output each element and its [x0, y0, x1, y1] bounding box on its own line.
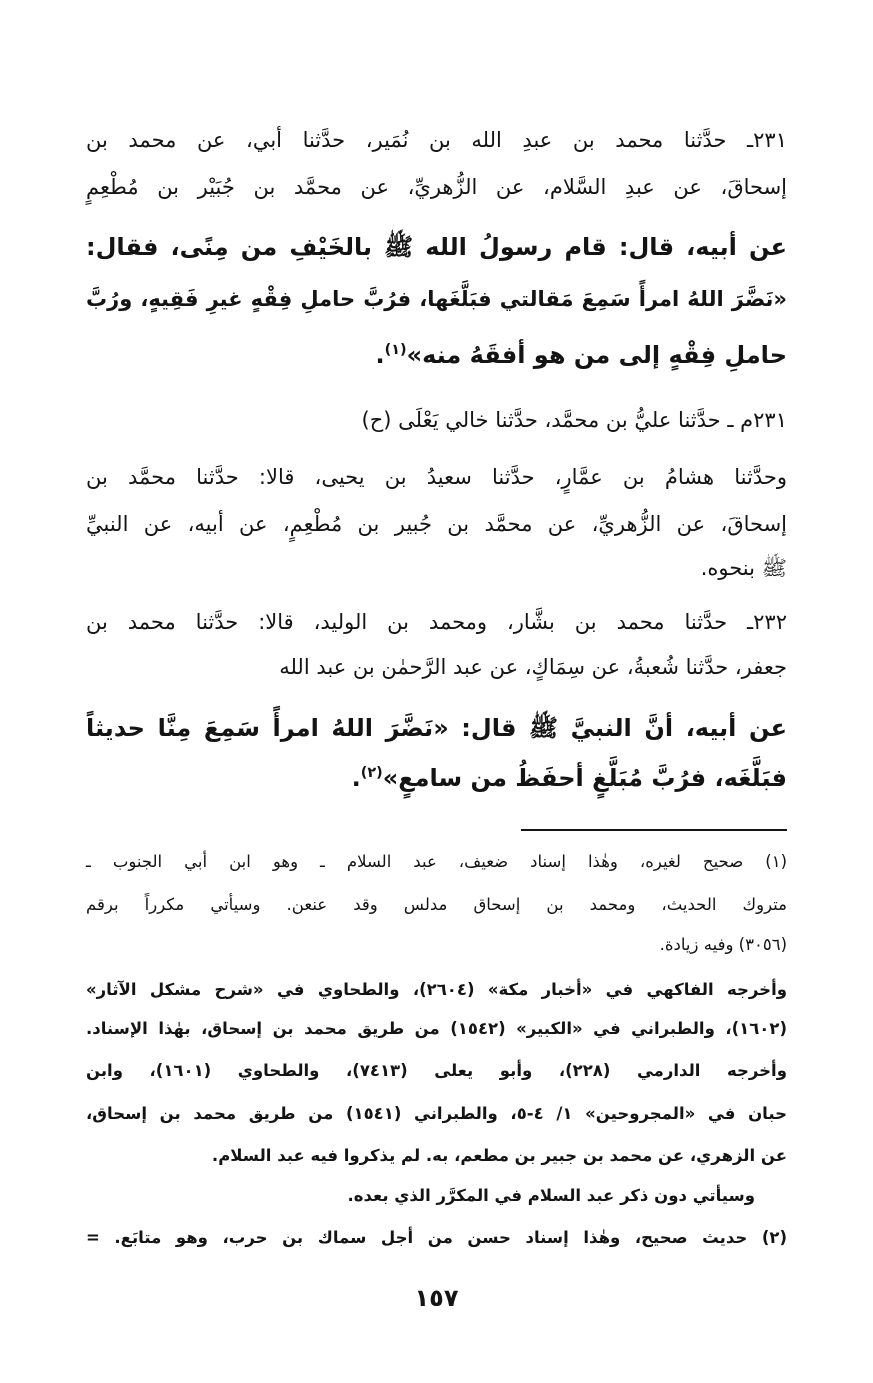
hadith-231-line-5 [86, 341, 787, 370]
hadith-231-line-5-end: . [375, 341, 385, 369]
hadith-231m-line-1: ٢٣١م ـ حدَّثنا عليُّ بن محمَّد، حدَّثنا خالي يَعْلَى (ح) [361, 408, 787, 432]
hadith-231-line-3: عن أبيه، قال: قام رسولُ الله ﷺ بالخَيْفِ من مِنًى، فقال: [86, 233, 787, 261]
hadith-231-line-1: ٢٣١ـ حدَّثنا محمد بن عبدِ الله بن نُمَير، حدَّثنا أبي، عن محمد بن [86, 128, 787, 152]
hadith-231-line-4: «نَضَّرَ اللهُ امرأً سَمِعَ مَقالتي فبَلَّغَها، فرُبَّ حاملِ فِقْهٍ غيرِ فَقِيهٍ، ورُبَّ [86, 287, 787, 311]
footnote-1-line-2: متروك الحديث، ومحمد بن إسحاق مدلس وقد عنعن. وسيأتي مكرراً برقم [86, 895, 787, 914]
footnote-2-line-1: (٢) حديث صحيح، وهٰذا إسناد حسن من أجل سماك بن حرب، وهو متابَع. = [86, 1228, 787, 1247]
footnote-1-line-6: وأخرجه الدارمي (٢٢٨)، وأبو يعلى (٧٤١٣)، والطحاوي (١٦٠١)، وابن [86, 1061, 787, 1080]
footnote-1-line-3: (٣٠٥٦) وفيه زيادة. [659, 935, 787, 954]
hadith-232-line-4-end: . [351, 764, 361, 792]
hadith-232-line-3: عن أبيه، أنَّ النبيَّ ﷺ قال: «نَضَّرَ اللهُ امرأً سَمِعَ مِنَّا حديثاً [86, 714, 787, 742]
footnote-ref-2: (٢) [360, 765, 383, 781]
footnote-1-line-1: (١) صحيح لغيره، وهٰذا إسناد ضعيف، عبد السلام ـ وهو ابن أبي الجنوب ـ [86, 852, 787, 871]
footnote-1-line-9: وسيأتي دون ذكر عبد السلام في المكرَّر الذي بعده. [347, 1186, 755, 1205]
hadith-231-line-5-text: حاملِ فِقْهٍ إلى من هو أفقَهُ منه» [406, 341, 787, 369]
footnote-ref-1: (١) [384, 342, 407, 358]
footnote-1-line-4: وأخرجه الفاكهي في «أخبار مكة» (٢٦٠٤)، والطحاوي في «شرح مشكل الآثار» [86, 980, 787, 999]
footnote-1-line-8: عن الزهري، عن محمد بن جبير بن مطعم، به. لم يذكروا فيه عبد السلام. [211, 1146, 787, 1165]
hadith-232-line-2: جعفر، حدَّثنا شُعبةُ، عن سِمَاكٍ، عن عبد الرَّحمٰن بن عبد الله [279, 655, 787, 679]
footnote-1-line-7: حبان في «المجروحين» ١/ ٤-٥، والطبراني (١٥٤١) من طريق محمد بن إسحاق، [86, 1104, 787, 1123]
footnote-1-line-5: (١٦٠٢)، والطبراني في «الكبير» (١٥٤٢) من طريق محمد بن إسحاق، بهٰذا الإسناد. [86, 1019, 787, 1038]
hadith-232-line-4-text: فبَلَّغَه، فرُبَّ مُبَلَّغٍ أحفَظُ من سامعٍ» [382, 764, 787, 792]
hadith-231m-line-4: ﷺ بنحوه. [700, 556, 787, 580]
footnote-separator [521, 829, 787, 831]
hadith-232-line-1: ٢٣٢ـ حدَّثنا محمد بن بشَّار، ومحمد بن الوليد، قالا: حدَّثنا محمد بن [86, 610, 787, 634]
hadith-231-line-2: إسحاقَ، عن عبدِ السَّلام، عن الزُّهريِّ، عن محمَّد بن جُبَيْر بن مُطْعِمٍ [86, 175, 787, 199]
hadith-231m-line-3: إسحاقَ، عن الزُّهريِّ، عن محمَّد بن جُبير بن مُطْعِمٍ، عن أبيه، عن النبيِّ [86, 512, 787, 536]
page-number: ١٥٧ [414, 1284, 459, 1312]
hadith-231m-line-2: وحدَّثنا هشامُ بن عمَّارٍ، حدَّثنا سعيدُ بن يحيى، قالا: حدَّثنا محمَّد بن [86, 465, 787, 489]
hadith-232-line-4 [86, 764, 787, 793]
